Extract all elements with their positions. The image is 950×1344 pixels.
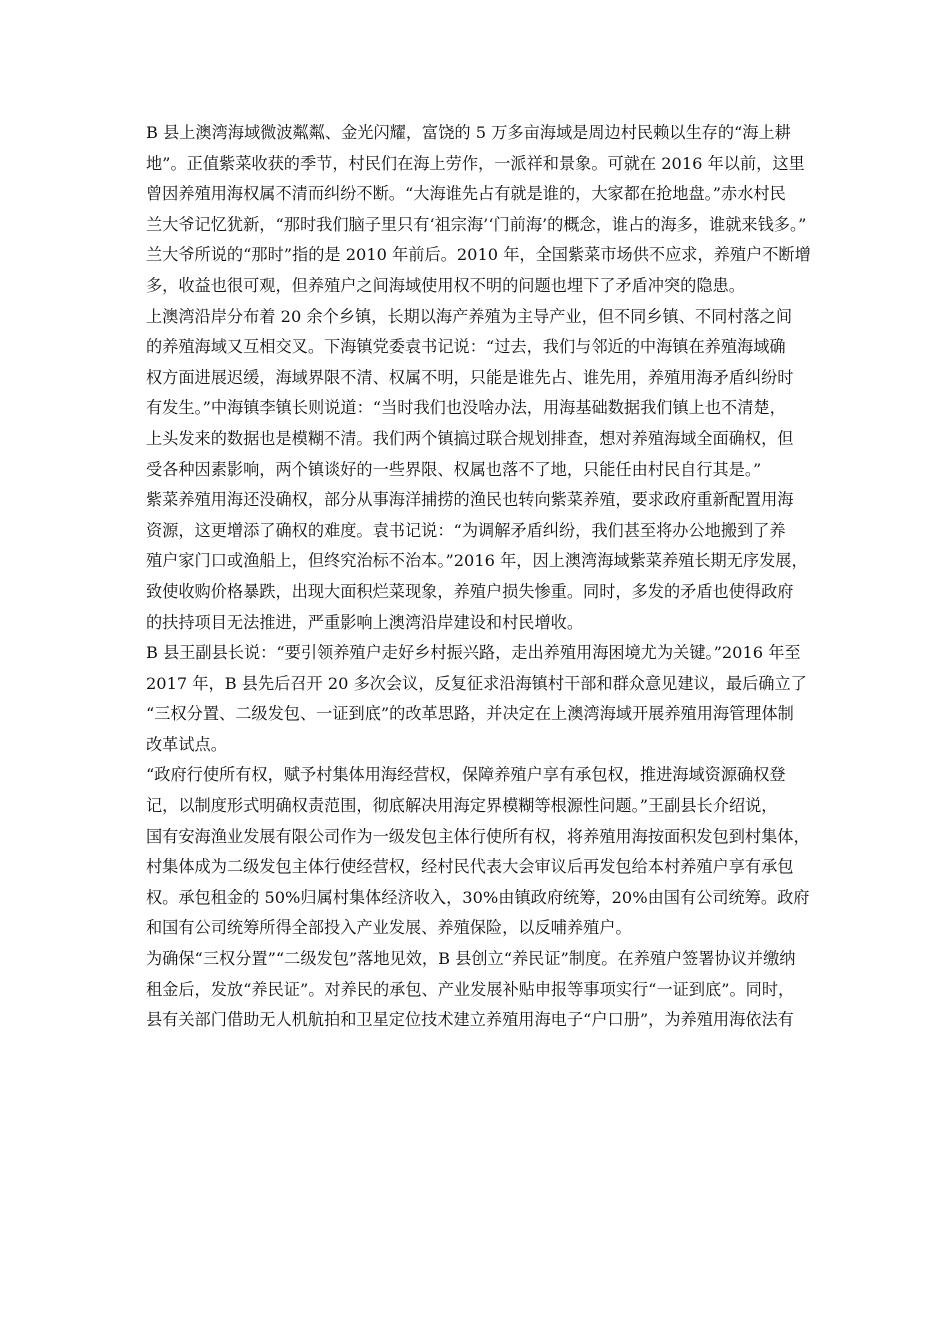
text-line: 国有安海渔业发展有限公司作为一级发包主体行使所有权，将养殖用海按面积发包到村集体，	[146, 826, 810, 846]
text-line: 的养殖海域又互相交叉。下海镇党委袁书记说：“过去，我们与邻近的中海镇在养殖海域确	[146, 337, 786, 357]
text-line: 有发生。”中海镇李镇长则说道：“当时我们也没啥办法，用海基础数据我们镇上也不清楚，	[146, 398, 786, 418]
text-line: 权方面进展迟缓，海域界限不清、权属不明，只能是谁先占、谁先用，养殖用海矛盾纠纷时	[146, 367, 794, 387]
text-line: 资源，这更增添了确权的难度。袁书记说：“为调解矛盾纠纷，我们甚至将办公地搬到了养	[146, 520, 786, 540]
text-line: “三权分置、二级发包、一证到底”的改革思路，并决定在上澳湾海域开展养殖用海管理体制	[146, 704, 794, 724]
text-line: 租金后，发放“养民证”。对养民的承包、产业发展补贴申报等事项实行“一证到底”。同时，	[146, 979, 795, 999]
text-line: 受各种因素影响，两个镇谈好的一些界限、权属也落不了地，只能任由村民自行其是。”	[146, 459, 762, 479]
text-line: 地”。正值紫菜收获的季节，村民们在海上劳作，一派祥和景象。可就在 2016 年以前，这里	[146, 153, 805, 173]
text-line: 多，收益也很可观，但养殖户之间海域使用权不明的问题也埋下了矛盾冲突的隐患。	[146, 275, 745, 295]
text-line: 致使收购价格暴跌，出现大面积烂菜现象，养殖户损失惨重。同时，多发的矛盾也使得政府	[146, 581, 794, 601]
text-line: 权。承包租金的 50%归属村集体经济收入，30%由镇政府统筹，20%由国有公司统筹。政府	[146, 887, 810, 907]
text-line: 紫菜养殖用海还没确权，部分从事海洋捕捞的渔民也转向紫菜养殖，要求政府重新配置用海	[146, 490, 794, 510]
text-line: 县有关部门借助无人机航拍和卫星定位技术建立养殖用海电子“户口册”，为养殖用海依法有	[146, 1010, 794, 1030]
text-line: 记，以制度形式明确权责范围，彻底解决用海定界模糊等根源性问题。”王副县长介绍说，	[146, 796, 778, 816]
text-line: 的扶持项目无法推进，严重影响上澳湾沿岸建设和村民增收。	[146, 612, 584, 632]
body-text	[146, 118, 846, 1036]
text-line: 2017 年，B 县先后召开 20 多次会议，反复征求沿海镇村干部和群众意见建议，最后确立了	[146, 673, 807, 693]
text-line: B 县上澳湾海域微波粼粼、金光闪耀，富饶的 5 万多亩海域是周边村民赖以生存的“海上耕	[146, 123, 791, 142]
text-line: 上澳湾沿岸分布着 20 余个乡镇，长期以海产养殖为主导产业，但不同乡镇、不同村落之间	[146, 306, 793, 326]
text-line: 殖户家门口或渔船上，但终究治标不治本。”2016 年，因上澳湾海域紫菜养殖长期无序发展，	[146, 551, 808, 571]
text-line: 曾因养殖用海权属不清而纠纷不断。“大海谁先占有就是谁的，大家都在抢地盘。”赤水村民	[146, 184, 786, 204]
text-line: 村集体成为二级发包主体行使经营权，经村民代表大会审议后再发包给本村养殖户享有承包	[146, 857, 794, 877]
text-line: 上头发来的数据也是模糊不清。我们两个镇搞过联合规划排查，想对养殖海域全面确权，但	[146, 428, 794, 448]
text-line: 改革试点。	[146, 734, 227, 754]
text-line: 和国有公司统筹所得全部投入产业发展、养殖保险，以反哺养殖户。	[146, 918, 632, 938]
text-line: “政府行使所有权，赋予村集体用海经营权，保障养殖户享有承包权，推进海域资源确权登	[146, 765, 786, 785]
text-line: 为确保“三权分置”“二级发包”落地见效，B 县创立“养民证”制度。在养殖户签署协议并缴纳	[146, 949, 796, 969]
text-line: 兰大爷记忆犹新，“那时我们脑子里只有‘祖宗海’‘门前海’的概念，谁占的海多，谁就来钱多。”	[146, 214, 807, 234]
text-line: 兰大爷所说的“那时”指的是 2010 年前后。2010 年，全国紫菜市场供不应求，养殖户不断增	[146, 245, 811, 265]
text-line: B 县王副县长说：“要引领养殖户走好乡村振兴路，走出养殖用海困境尤为关键。”2016 年至	[146, 643, 801, 663]
